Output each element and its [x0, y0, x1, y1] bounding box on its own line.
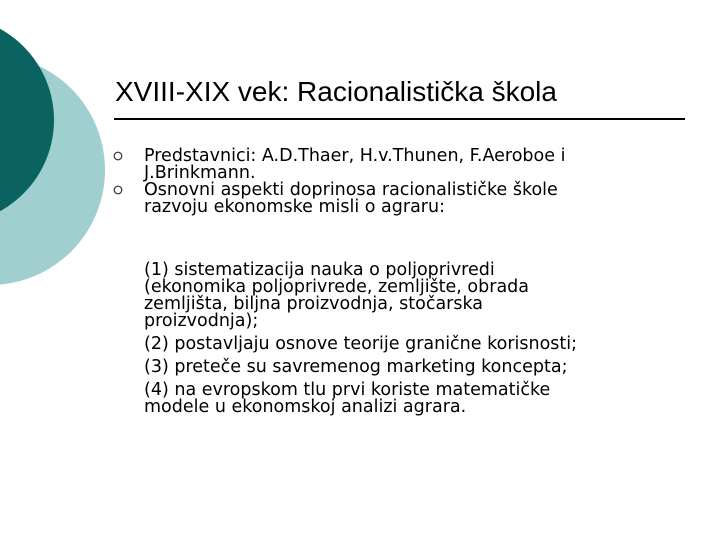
enumeration-item: (4) na evropskom tlu prvi koriste matematičke modele u ekonomskoj analizi agrara. — [144, 380, 551, 417]
enumeration-item: (3) preteče su savremenog marketing koncepta; — [144, 357, 568, 377]
slide-title: XVIII-XIX vek: Racionalistička škola — [115, 76, 557, 107]
enumeration-item: (1) sistematizacija nauka o poljoprivredi (ekonomika poljoprivrede, zemljište, obrada zemljišta, biljna proizvodnja, stočarska proizvodnja); — [144, 260, 529, 331]
bullet-item — [113, 148, 683, 182]
decorative-circles-graphic — [0, 0, 130, 300]
circle-bullet-icon — [113, 185, 123, 195]
bullet-list — [113, 148, 683, 216]
bullet-text: Predstavnici: A.D.Thaer, H.v.Thunen, F.Aeroboe i J.Brinkmann. — [144, 146, 566, 183]
title-divider — [114, 118, 685, 120]
enumeration-item: (2) postavljaju osnove teorije granične korisnosti; — [144, 334, 578, 354]
decorative-circles — [0, 0, 130, 300]
circle-bullet-icon — [113, 151, 123, 161]
bullet-item — [113, 182, 683, 216]
enumeration-list — [144, 262, 694, 416]
bullet-text: Osnovni aspekti doprinosa racionalističke škole razvoju ekonomske misli o agraru: — [144, 180, 558, 217]
